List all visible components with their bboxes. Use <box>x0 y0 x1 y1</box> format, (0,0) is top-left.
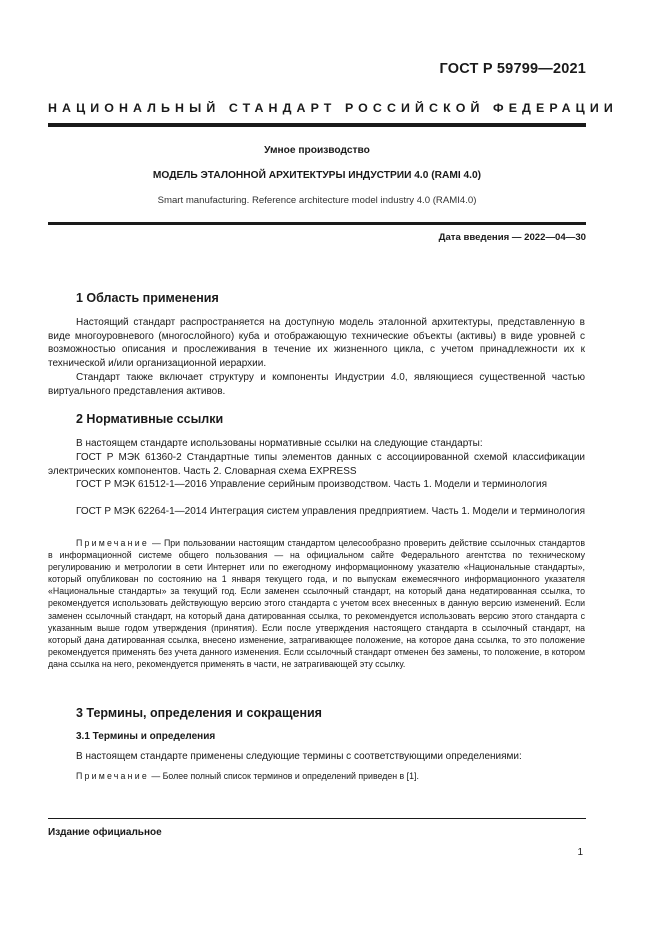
reference-item: ГОСТ Р МЭК 62264-1—2014 Интеграция систем управления предприятием. Часть 1. Модели и терминология <box>76 506 585 517</box>
note-label: Примечание <box>76 771 149 781</box>
reference-item: ГОСТ Р МЭК 61512-1—2016 Управление серийным производством. Часть 1. Модели и терминология <box>76 479 547 490</box>
section-3-intro: В настоящем стандарте применены следующие термины с соответствующими определениями: <box>76 751 522 762</box>
subsection-3-1-heading: 3.1 Термины и определения <box>76 731 216 742</box>
section-2-note: Примечание — При пользовании настоящим стандартом целесообразно проверить действие ссылочных стандартов в информационной системе общего пользования — на официальном сайте Федерального агентства по техническому регулированию и метрологии в сети Интернет или по ежегодному информационному указателю «Национальные стандарты», который опубликован по состоянию на 1 января текущего года, и по выпускам ежемесячного информационного указателя «Национальные стандарты» за текущий год. Если заменен ссылочный стандарт, на который дана недатированная ссылка, то рекомендуется использовать действующую версию этого стандарта с учетом всех внесенных в данную версию изменений. Если заменен ссылочный стандарт, на который дана датированная ссылка, то рекомендуется использовать версию этого стандарта с указанным выше годом утверждения (принятия). Если после утверждения настоящего стандарта в ссылочный стандарт, на который дана датированная ссылка, внесено изменение, затрагивающее положение, на которое дана ссылка, то это положение рекомендуется применять без учета данного изменения. Если ссылочный стандарт отменен без замены, то положение, в котором дана ссылка на него, рекомендуется применять в части, не затрагивающей эту ссылку. <box>48 538 585 669</box>
section-1-paragraph-1: Настоящий стандарт распространяется на доступную модель эталонной архитектуры, представленную в виде многоуровневого (многослойного) куба и отображающую технические объекты (активы) в виде уровней с возможностью описания и прослеживания в течение их жизненного цикла, с учетом принадлежности их к технической и/или организационной иерархии. <box>48 317 585 370</box>
section-1-paragraph-2: Стандарт также включает структуру и компоненты Индустрии 4.0, являющиеся существенной частью виртуального представления активов. <box>48 372 585 397</box>
reference-item: ГОСТ Р МЭК 61360-2 Стандартные типы элементов данных с ассоциированной схемой классификации электрических компонентов. Часть 2. Словарная схема EXPRESS <box>48 452 585 477</box>
section-2-heading: 2 Нормативные ссылки <box>76 412 224 426</box>
section-2-intro: В настоящем стандарте использованы нормативные ссылки на следующие стандарты: <box>76 438 483 449</box>
section-3-heading: 3 Термины, определения и сокращения <box>76 706 322 720</box>
section-1-heading: 1 Область применения <box>76 291 219 305</box>
introduction-date: Дата введения — 2022—04—30 <box>438 232 586 243</box>
document-title-ru: МОДЕЛЬ ЭТАЛОННОЙ АРХИТЕКТУРЫ ИНДУСТРИИ 4.0 (RAMI 4.0) <box>152 170 482 181</box>
page-number: 1 <box>577 847 583 858</box>
note-label: Примечание <box>76 538 149 548</box>
top-divider <box>48 123 586 127</box>
gost-number: ГОСТ Р 59799—2021 <box>439 61 586 77</box>
document-title-en: Smart manufacturing. Reference architecture model industry 4.0 (RAMI4.0) <box>157 195 477 206</box>
title-divider <box>48 222 586 225</box>
document-subtitle: Умное производство <box>264 145 370 156</box>
official-edition-label: Издание официальное <box>48 827 162 838</box>
national-standard-banner: НАЦИОНАЛЬНЫЙ СТАНДАРТ РОССИЙСКОЙ ФЕДЕРАЦИИ <box>48 101 618 115</box>
section-3-note: Примечание — Более полный список терминов и определений приведен в [1]. <box>76 771 419 781</box>
footer-divider <box>48 818 586 819</box>
